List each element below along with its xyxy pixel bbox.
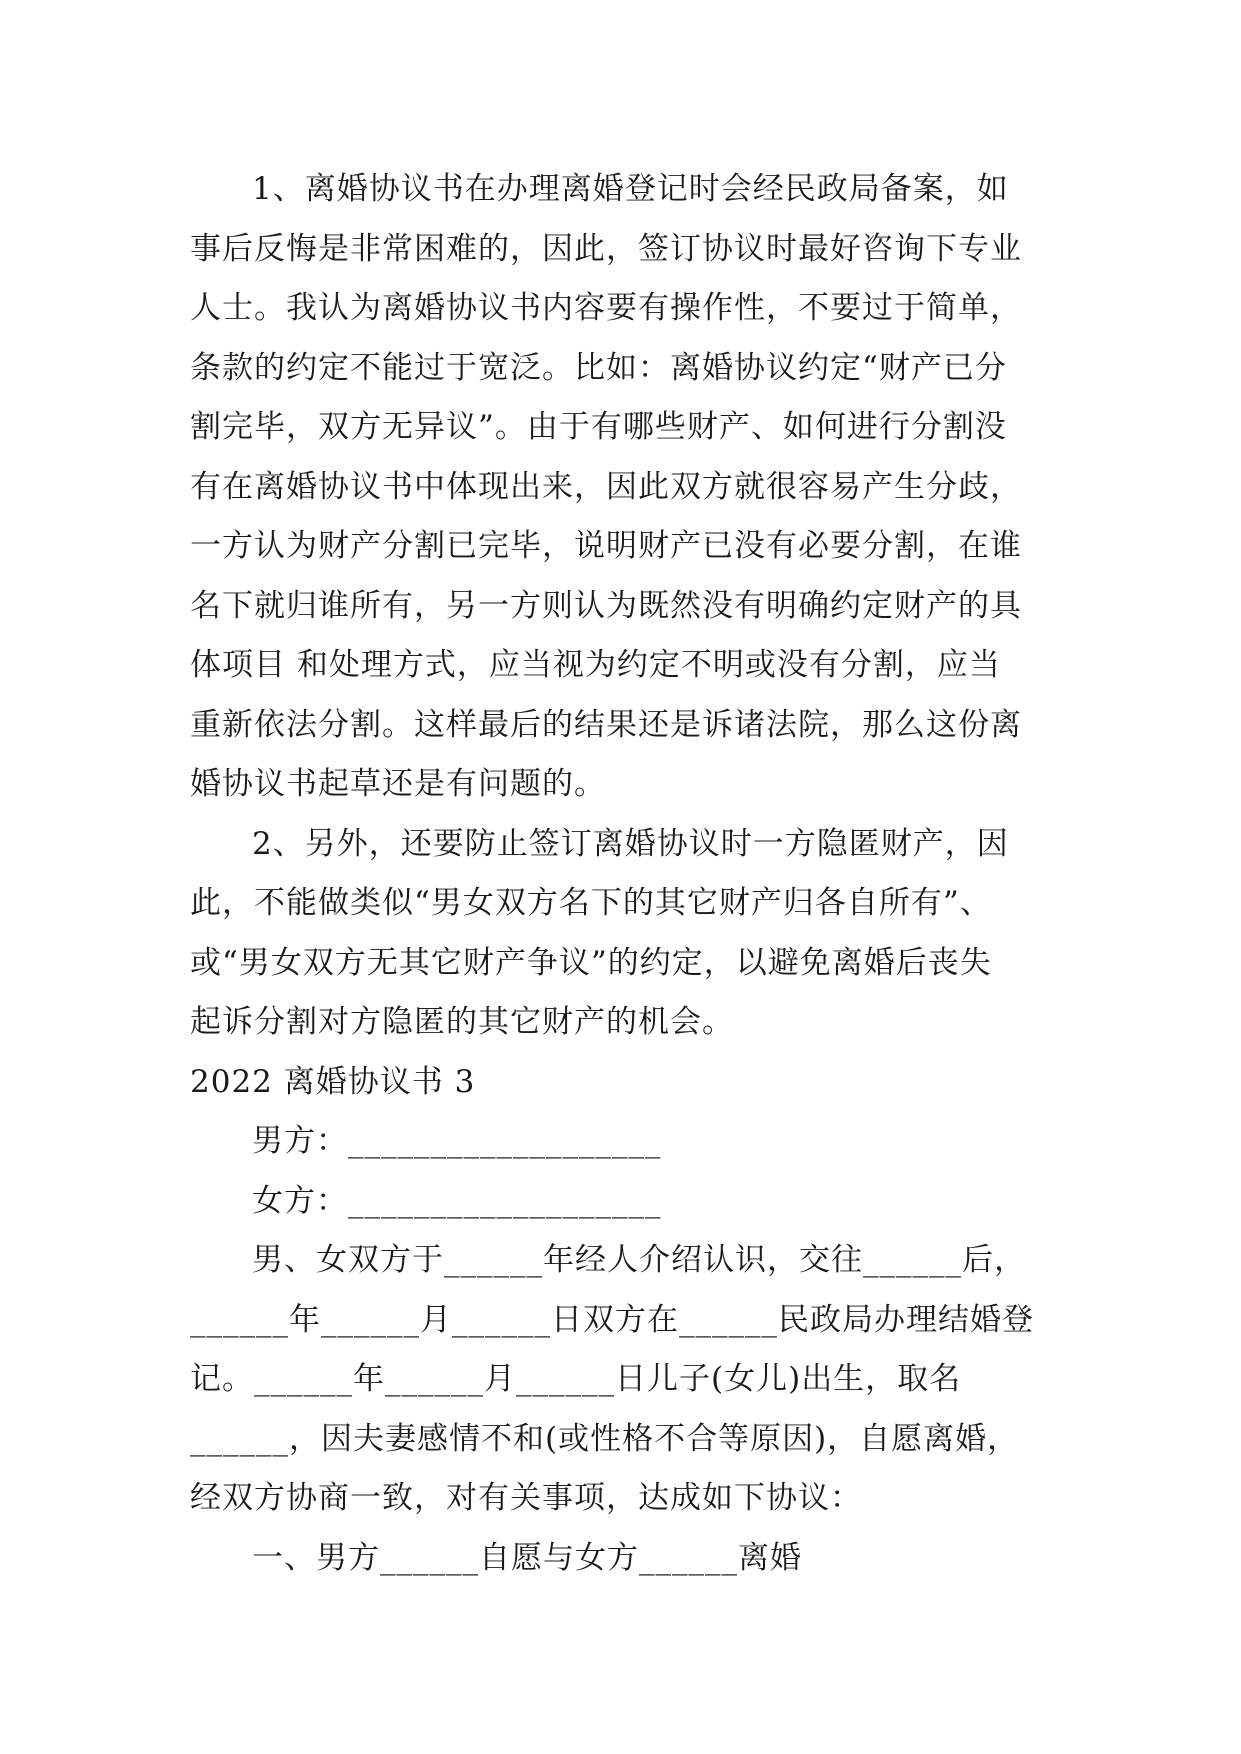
paragraph-2-line-4: 起诉分割对方隐匿的其它财产的机会。 [190,1004,734,1040]
wife-field-line: 女方：___________________ [252,1182,662,1219]
paragraph-1-line-10: 重新依法分割。这样最后的结果还是诉诸法院，那么这份离 [190,706,1022,743]
paragraph-2-line-1: 2、另外，还要防止签订离婚协议时一方隐匿财产，因 [252,825,1009,862]
husband-field-line: 男方：___________________ [252,1123,662,1159]
paragraph-1-line-2: 事后反悔是非常困难的，因此，签订协议时最好咨询下专业 [190,230,1022,267]
paragraph-3-line-2: ______年______月______日双方在______民政局办理结婚登 [190,1301,1034,1338]
paragraph-3-line-5: 经双方协商一致，对有关事项，达成如下协议： [190,1480,862,1516]
paragraph-3-line-4: ______，因夫妻感情不和(或性格不合等原因)，自愿离婚， [190,1420,1020,1457]
paragraph-1-line-8: 名下就归谁所有，另一方则认为既然没有明确约定财产的具 [190,587,1022,624]
paragraph-3-line-1: 男、女双方于______年经人介绍认识，交往______后， [252,1242,1026,1278]
paragraph-1-line-11: 婚协议书起草还是有问题的。 [190,766,606,802]
paragraph-1-line-4: 条款的约定不能过于宽泛。比如：离婚协议约定“财产已分 [190,349,1007,386]
paragraph-1-line-3: 人士。我认为离婚协议书内容要有操作性，不要过于简单， [190,290,1022,326]
paragraph-1-line-7: 一方认为财产分割已完毕，说明财产已没有必要分割，在谁 [190,528,1022,564]
section-heading: 2022 离婚协议书 3 [190,1063,476,1100]
paragraph-1-line-1: 1、离婚协议书在办理离婚登记时会经民政局备案，如 [252,171,1009,207]
paragraph-3-line-3: 记。______年______月______日儿子(女儿)出生，取名 [190,1361,962,1397]
paragraph-1-line-6: 有在离婚协议书中体现出来，因此双方就很容易产生分歧， [190,468,1022,505]
paragraph-2-line-2: 此，不能做类似“男女双方名下的其它财产归各自所有”、 [190,885,992,921]
paragraph-2-line-3: 或“男女双方无其它财产争议”的约定，以避免离婚后丧失 [190,944,992,981]
document-body [190,160,1070,1588]
clause-1-line: 一、男方______自愿与女方______离婚 [252,1539,802,1576]
paragraph-1-line-5: 割完毕，双方无异议”。由于有哪些财产、如何进行分割没 [190,409,1007,445]
paragraph-1-line-9: 体项目 和处理方式，应当视为约定不明或没有分割，应当 [190,647,1001,683]
